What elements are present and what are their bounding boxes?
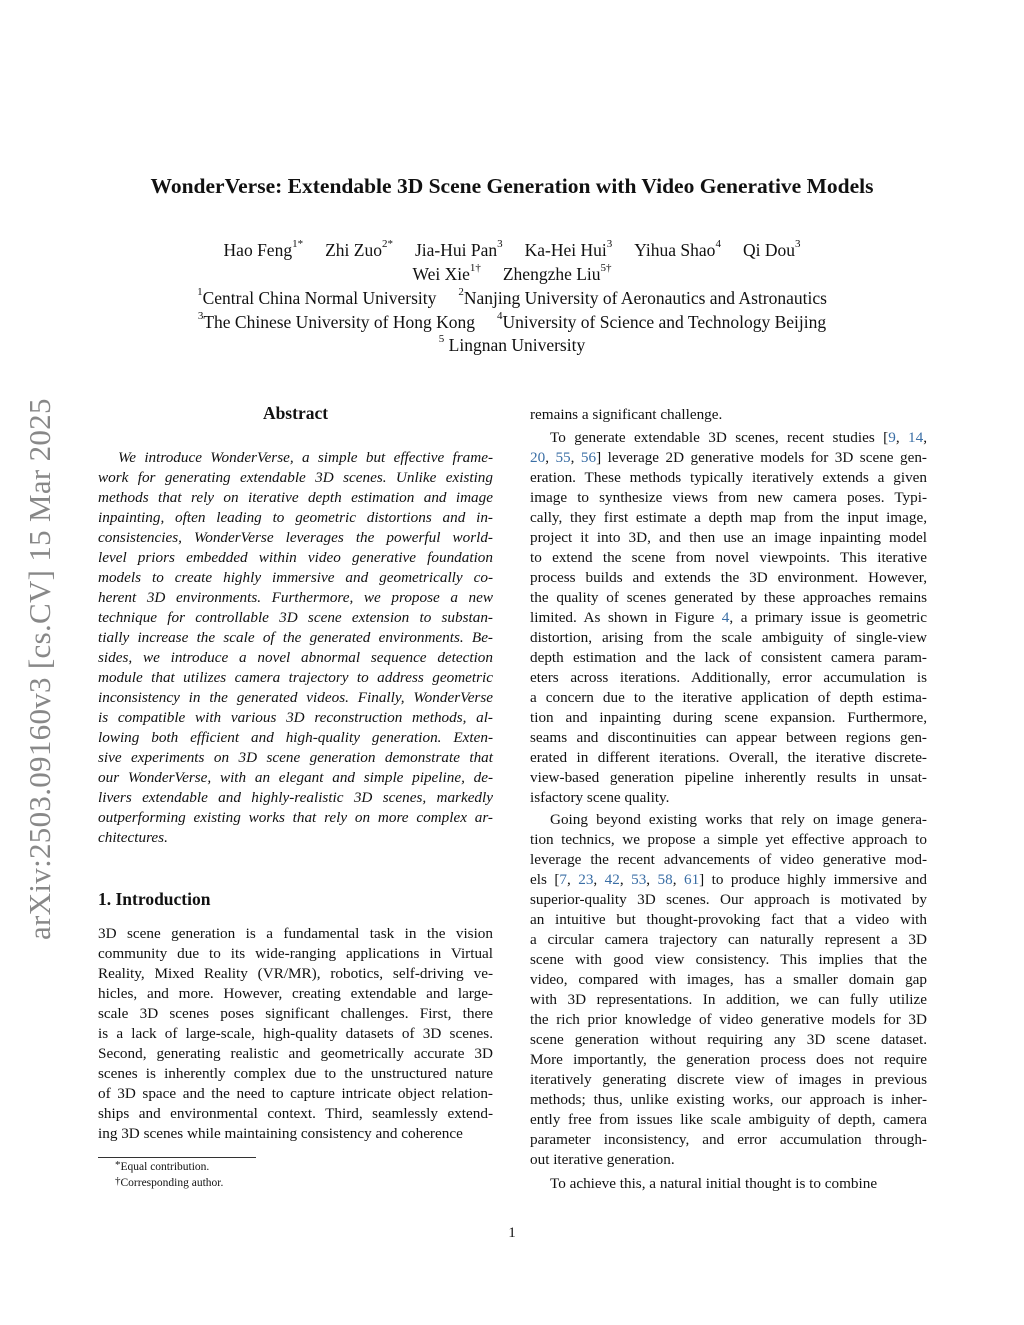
right-column-paragraph-4 [530, 1174, 927, 1194]
text-line: ently free from issues like scale ambiguity of depth, camera [530, 1111, 927, 1128]
affiliation: $^3$The Chinese University of Hong Kong [197, 310, 476, 332]
citation-link[interactable]: 55 [555, 449, 571, 466]
text-line: parameter inconsistency, and error accumulation through- [530, 1131, 927, 1148]
arxiv-identifier: arXiv:2503.09160v3 [cs.CV] 15 Mar 2025 [22, 398, 57, 940]
footnote-text: Equal contribution. [120, 1161, 210, 1173]
abstract-body [98, 448, 493, 848]
text-line: technique for controllable 3D scene extension to substan- [98, 609, 493, 626]
text-line: superior-quality 3D scenes. Our approach is motivated by [530, 891, 927, 908]
authors-row-2 [0, 264, 1024, 285]
citation-link[interactable]: 56 [580, 449, 597, 466]
abstract-heading: Abstract [262, 403, 329, 423]
text-line: the quality of scenes generated by these approaches remains [530, 589, 927, 606]
text-line: Second, generating realistic and geometrically accurate 3D [98, 1045, 493, 1062]
author-name: Qi Dou$^3$ [742, 238, 801, 260]
citation-link[interactable]: 58 [657, 871, 673, 888]
author-name: Jia-Hui Pan$^3$ [414, 238, 503, 260]
text-line: tion and inpainting during scene expansion. Furthermore, [530, 709, 927, 726]
author-name: Ka-Hei Hui$^3$ [524, 238, 613, 260]
text-line: scale 3D scenes poses significant challenges. First, there [98, 1005, 493, 1022]
text-line: remains a significant challenge. [530, 406, 723, 423]
text-line: level priors embedded within video generative foundation [98, 549, 493, 566]
text-line: ing 3D scenes while maintaining consistency and coherence [98, 1125, 463, 1142]
text-line: the rich prior knowledge of video generative models for 3D [530, 1011, 927, 1028]
text-line: depth estimation and the lack of consistent camera param- [530, 649, 927, 666]
text-line: image to synthesize views from new camera poses. Typi- [530, 489, 927, 506]
author-name: Yihua Shao$^4$ [634, 238, 721, 260]
citation-link[interactable]: 7 [559, 871, 567, 888]
text-line: out iterative generation. [530, 1151, 675, 1168]
text-line: view-based generation pipeline inherently results in unsat- [530, 769, 927, 786]
affiliation: $^1$Central China Normal University [197, 286, 437, 308]
text-line: Reality, Mixed Reality (VR/MR), robotics, self-driving ve- [98, 965, 493, 982]
text-line: els [7, 23, 42, 53, 58, 61] to produce highly immersive and [530, 871, 928, 888]
affiliations-row-2 [0, 312, 1024, 333]
text-line: erated in different iterations. Overall, the iterative discrete- [530, 749, 927, 766]
text-line: process builds and extends the 3D environment. However, [530, 569, 927, 586]
author-affiliation-mark: 1* [292, 238, 304, 250]
affiliation-mark: 1 [197, 286, 203, 298]
text-line: distortion, arising from the scale ambiguity of single-view [530, 629, 927, 646]
text-line: models to create highly immersive and geometrically co- [98, 569, 493, 586]
author-affiliation-mark: 3 [497, 238, 503, 250]
text-line: More importantly, the generation process does not require [530, 1051, 927, 1068]
text-line: is compatible with various 3D reconstruction methods, al- [98, 709, 493, 726]
text-line: isfactory scene quality. [530, 789, 670, 806]
affiliation-mark: 3 [197, 310, 204, 322]
footnote-mark: † [115, 1175, 121, 1187]
paper-title: WonderVerse: Extendable 3D Scene Generation with Video Generative Models [150, 174, 874, 198]
text-line: lowing both efficient and high-quality generation. Exten- [98, 729, 493, 746]
citation-link[interactable]: 61 [683, 871, 700, 888]
citation-link[interactable]: 42 [604, 871, 620, 888]
introduction-heading: 1. Introduction [98, 889, 211, 909]
affiliation-mark: 5 [438, 333, 445, 345]
text-line: is a lack of large-scale, high-quality datasets of 3D scenes. [98, 1025, 493, 1042]
citation-link[interactable]: 23 [578, 871, 594, 888]
text-line: methods; thus, unlike existing works, our approach is inher- [530, 1091, 927, 1108]
text-line: work for generating extendable 3D scenes. Unlike existing [98, 469, 493, 486]
citation-link[interactable]: 53 [631, 871, 647, 888]
text-line: chitectures. [98, 829, 168, 846]
affiliation: $^2$Nanjing University of Aeronautics and Astronautics [458, 286, 827, 308]
introduction-body [98, 924, 493, 1144]
text-line: of 3D space and the need to capture intricate object relation- [98, 1085, 493, 1102]
text-line: limited. As shown in Figure 4, a primary issue is geometric [530, 609, 927, 626]
authors-row-1 [0, 240, 1024, 261]
text-line: We introduce WonderVerse, a simple but effective frame- [118, 449, 493, 466]
text-line: tion technics, we propose a simple yet effective approach to [530, 831, 927, 848]
text-line: hicles, and more. However, creating extendable and large- [98, 985, 493, 1002]
text-line: an intuitive but thought-provoking fact that a video with [530, 911, 927, 928]
text-line: community due to its wide-ranging applications in Virtual [98, 945, 493, 962]
affiliations-row-1 [0, 288, 1024, 309]
citation-link[interactable]: 4 [721, 609, 730, 626]
affiliation-mark: 4 [497, 310, 503, 322]
text-line: outperforming existing works that rely on more complex ar- [98, 809, 493, 826]
text-line: livers extendable and highly-realistic 3D scenes, markedly [98, 789, 493, 806]
author-affiliation-mark: 3 [606, 238, 613, 250]
text-line: consistencies, WonderVerse leverages the powerful world- [98, 529, 493, 546]
author-name: Wei Xie$^{1\dagger}$ [412, 262, 481, 284]
text-line: cally, they first estimate a depth map from the input image, [530, 509, 927, 526]
author-affiliation-mark: 2* [381, 238, 393, 250]
footnote-text: Corresponding author. [120, 1177, 224, 1189]
text-line: a concern due to the iterative application of depth estima- [530, 689, 927, 706]
text-line: Going beyond existing works that rely on image genera- [550, 811, 927, 828]
author-affiliation-mark: 3 [794, 238, 801, 250]
text-line: video, compared with images, has a smaller domain gap [530, 971, 927, 988]
text-line: scene with good view consistency. This implies that the [530, 951, 927, 968]
text-line: with 3D representations. In addition, we can fully utilize [530, 991, 927, 1008]
text-line: sive experiments on 3D scene generation demonstrate that [98, 749, 493, 766]
page-number: 1 [508, 1225, 516, 1241]
text-line: inpainting, often leading to geometric distortions and in- [98, 509, 493, 526]
text-line: seams and discontinuities can appear between regions gen- [530, 729, 927, 746]
text-line: inconsistency in the generated videos. Finally, WonderVerse [98, 689, 493, 706]
author-name: Hao Feng$^{1*}$ [223, 238, 304, 260]
author-affiliation-mark: 1† [469, 262, 481, 274]
text-line: eters across iterations. Additionally, error accumulation is [530, 669, 927, 686]
text-line: scene generation without requiring any 3D scene dataset. [530, 1031, 927, 1048]
text-line: methods that rely on iterative depth estimation and image [98, 489, 493, 506]
text-line: 20, 55, 56] leverage 2D generative models for 3D scene gen- [530, 449, 927, 466]
text-line: 3D scene generation is a fundamental task in the vision [98, 925, 493, 942]
author-affiliation-mark: 4 [715, 238, 721, 250]
text-line: to extend the scene from novel viewpoints. This iterative [530, 549, 927, 566]
affiliation-mark: 2 [458, 286, 464, 298]
text-line: scenes is inherently complex due to the unstructured nature [98, 1065, 493, 1082]
author-name: Zhengzhe Liu$^{5\dagger}$ [502, 262, 612, 284]
right-column-paragraph-3 [530, 810, 927, 1170]
citation-link[interactable]: 9 [888, 429, 896, 446]
right-column-paragraph-2 [530, 428, 927, 808]
text-line: sides, we introduce a novel abnormal sequence detection [98, 649, 493, 666]
right-column-paragraph-1 [530, 405, 927, 425]
text-line: iteratively generating discrete view of images in previous [530, 1071, 927, 1088]
text-line: our WonderVerse, with an elegant and simple pipeline, de- [98, 769, 493, 786]
text-line: leverage the recent advancements of video generative mod- [530, 851, 927, 868]
text-line: herent 3D environments. Furthermore, we propose a new [98, 589, 493, 606]
citation-link[interactable]: 20 [530, 449, 546, 466]
author-name: Zhi Zuo$^{2*}$ [325, 238, 393, 260]
footnote-corresponding-author [115, 1177, 223, 1189]
affiliation: $^4$University of Science and Technology Beijing [497, 310, 827, 332]
text-line: To generate extendable 3D scenes, recent studies [9, 14, [550, 429, 928, 446]
text-line: project it into 3D, and then use an image inpainting model [530, 529, 927, 546]
text-line: ships and environmental context. Third, seamlessly extend- [98, 1105, 493, 1122]
footnote-equal-contribution [115, 1161, 209, 1173]
text-line: eration. These methods typically iteratively extends a given [530, 469, 927, 486]
footnote-rule [98, 1157, 256, 1158]
footnote-mark: * [115, 1159, 121, 1171]
affiliations-row-3 [0, 335, 1024, 356]
affiliation: $^5$ Lingnan University [438, 333, 586, 355]
text-line: tially increase the scale of the generated environments. Be- [98, 629, 493, 646]
text-line: module that utilizes camera trajectory to address geometric [98, 669, 493, 686]
text-line: To achieve this, a natural initial thought is to combine [550, 1175, 878, 1192]
citation-link[interactable]: 14 [908, 429, 924, 446]
author-affiliation-mark: 5† [600, 262, 612, 274]
text-line: a circular camera trajectory can naturally represent a 3D [530, 931, 927, 948]
